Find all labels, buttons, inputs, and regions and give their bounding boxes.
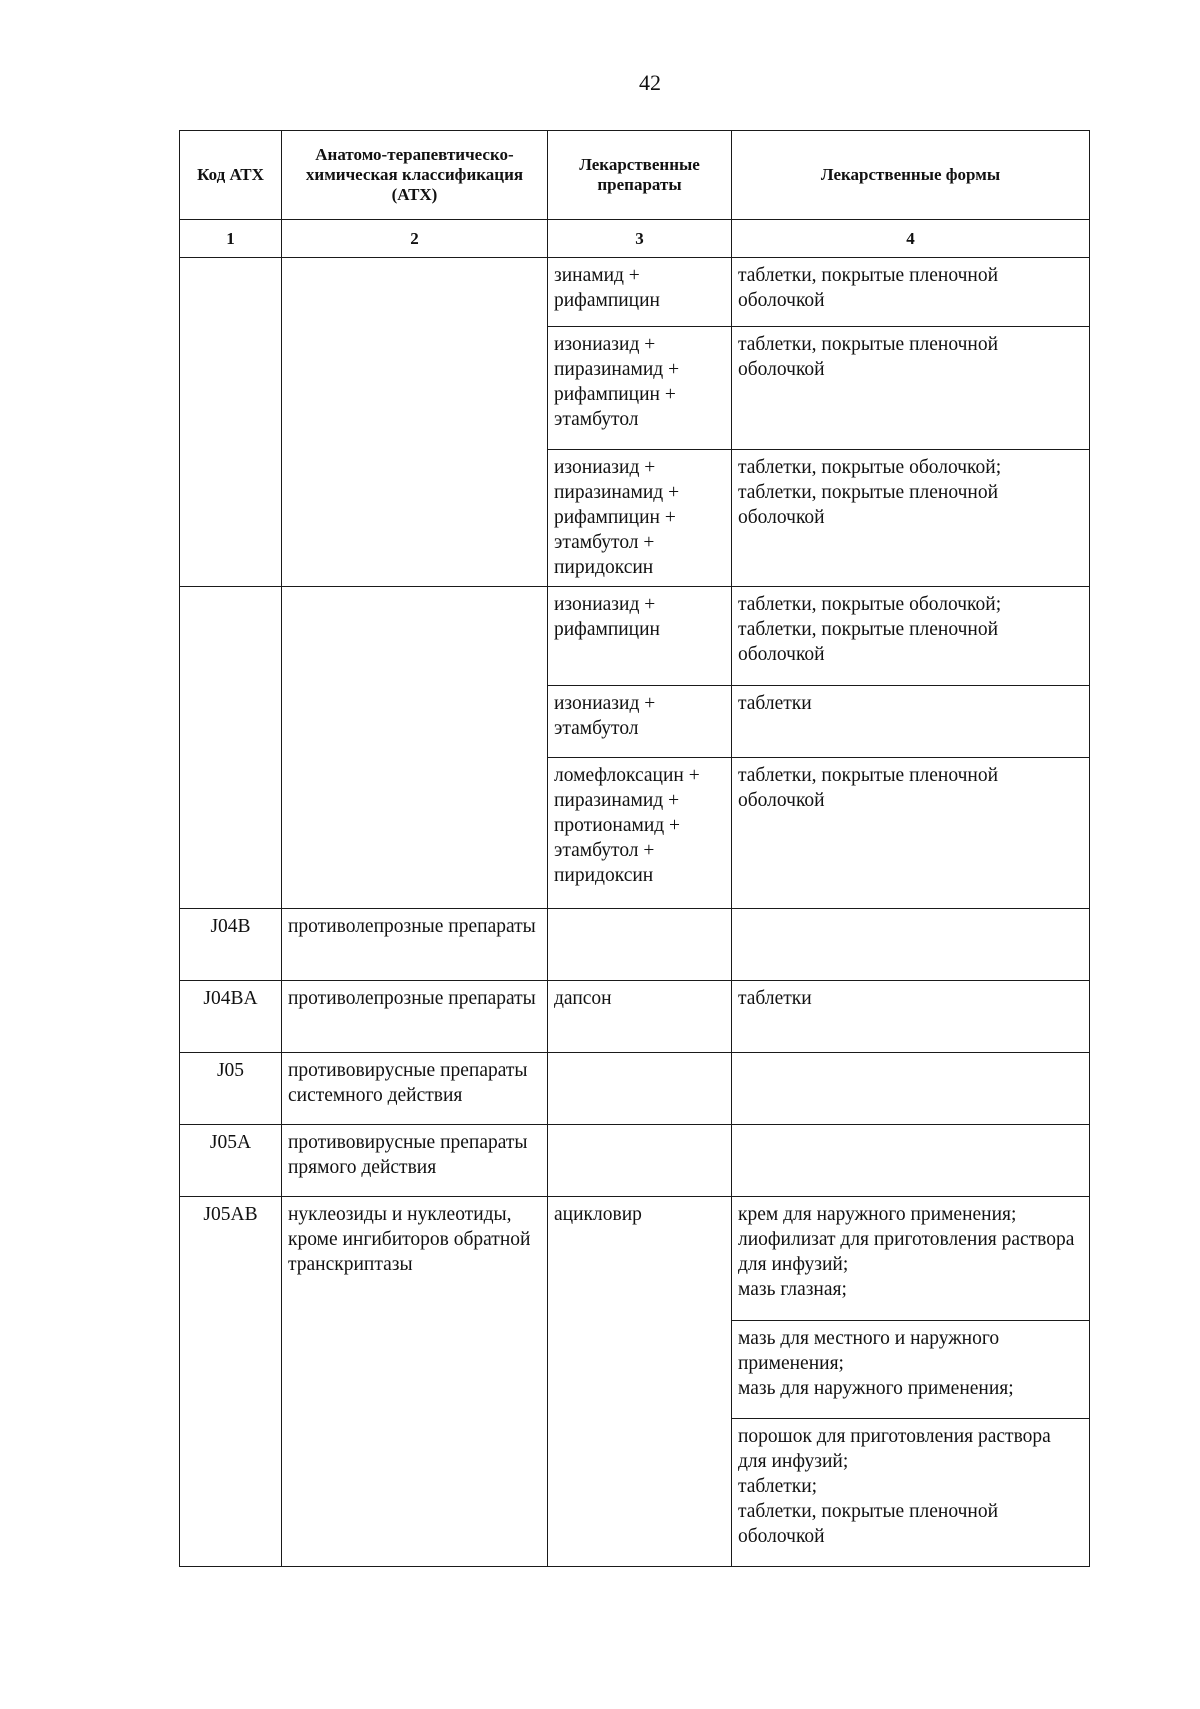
form-cell: таблетки, покрытые пленочной оболочкой — [732, 258, 1090, 327]
form-cell: таблетки, покрытые пленочной оболочкой — [732, 758, 1090, 909]
form-cell: мазь для местного и наружного применения; мазь для наружного применения; — [732, 1321, 1090, 1419]
drug-cell: изониазид + пиразинамид + рифампицин + этамбутол — [548, 327, 732, 450]
atc-class-cell: противовирусные препараты прямого действия — [282, 1125, 548, 1197]
atc-class-cell: противолепрозные препараты — [282, 909, 548, 981]
form-cell: таблетки — [732, 981, 1090, 1053]
atc-class-cell: противолепрозные препараты — [282, 981, 548, 1053]
atc-code-cell: J04B — [180, 909, 282, 981]
table-row — [180, 258, 1090, 327]
atc-code-cell: J05AB — [180, 1197, 282, 1567]
atc-code-cell: J05 — [180, 1053, 282, 1125]
atc-class-cell: нуклеозиды и нуклеотиды, кроме ингибиторов обратной транскриптазы — [282, 1197, 548, 1567]
atc-class-cell — [282, 587, 548, 909]
form-cell: таблетки, покрытые оболочкой; таблетки, покрытые пленочной оболочкой — [732, 587, 1090, 686]
column-number-row — [180, 220, 1090, 258]
column-number-1: 1 — [180, 220, 282, 258]
table-row — [180, 981, 1090, 1053]
table-row — [180, 909, 1090, 981]
atc-code-cell — [180, 258, 282, 587]
drug-cell: изониазид + рифампицин — [548, 587, 732, 686]
table-row — [180, 1197, 1090, 1321]
page-number: 42 — [639, 70, 661, 95]
column-number-3: 3 — [548, 220, 732, 258]
atc-code-cell — [180, 587, 282, 909]
header-drugs: Лекарственные препараты — [548, 131, 732, 220]
atc-code-cell: J04BA — [180, 981, 282, 1053]
form-cell — [732, 1053, 1090, 1125]
column-number-4: 4 — [732, 220, 1090, 258]
drug-cell: ацикловир — [548, 1197, 732, 1567]
drug-cell: изониазид + этамбутол — [548, 686, 732, 758]
atc-class-cell: противовирусные препараты системного действия — [282, 1053, 548, 1125]
header-dosage-forms: Лекарственные формы — [732, 131, 1090, 220]
drug-cell: дапсон — [548, 981, 732, 1053]
column-number-2: 2 — [282, 220, 548, 258]
header-atc-classification: Анатомо-терапевтическо-химическая классификация (АТХ) — [282, 131, 548, 220]
form-cell: порошок для приготовления раствора для инфузий; таблетки; таблетки, покрытые пленочной оболочкой — [732, 1419, 1090, 1567]
form-cell: крем для наружного применения; лиофилизат для приготовления раствора для инфузий; мазь глазная; — [732, 1197, 1090, 1321]
atc-drug-table — [179, 130, 1090, 1567]
form-cell: таблетки, покрытые пленочной оболочкой — [732, 327, 1090, 450]
drug-cell: ломефлоксацин + пиразинамид + протионамид + этамбутол + пиридоксин — [548, 758, 732, 909]
table-row — [180, 1125, 1090, 1197]
table-row — [180, 1053, 1090, 1125]
drug-cell: зинамид + рифампицин — [548, 258, 732, 327]
table-row — [180, 587, 1090, 686]
atc-code-cell: J05A — [180, 1125, 282, 1197]
form-cell: таблетки, покрытые оболочкой; таблетки, покрытые пленочной оболочкой — [732, 450, 1090, 587]
table-header-row — [180, 131, 1090, 220]
drug-cell — [548, 1053, 732, 1125]
form-cell: таблетки — [732, 686, 1090, 758]
drug-cell — [548, 1125, 732, 1197]
drug-cell — [548, 909, 732, 981]
atc-class-cell — [282, 258, 548, 587]
drug-cell: изониазид + пиразинамид + рифампицин + этамбутол + пиридоксин — [548, 450, 732, 587]
header-atc-code: Код АТХ — [180, 131, 282, 220]
form-cell — [732, 1125, 1090, 1197]
form-cell — [732, 909, 1090, 981]
